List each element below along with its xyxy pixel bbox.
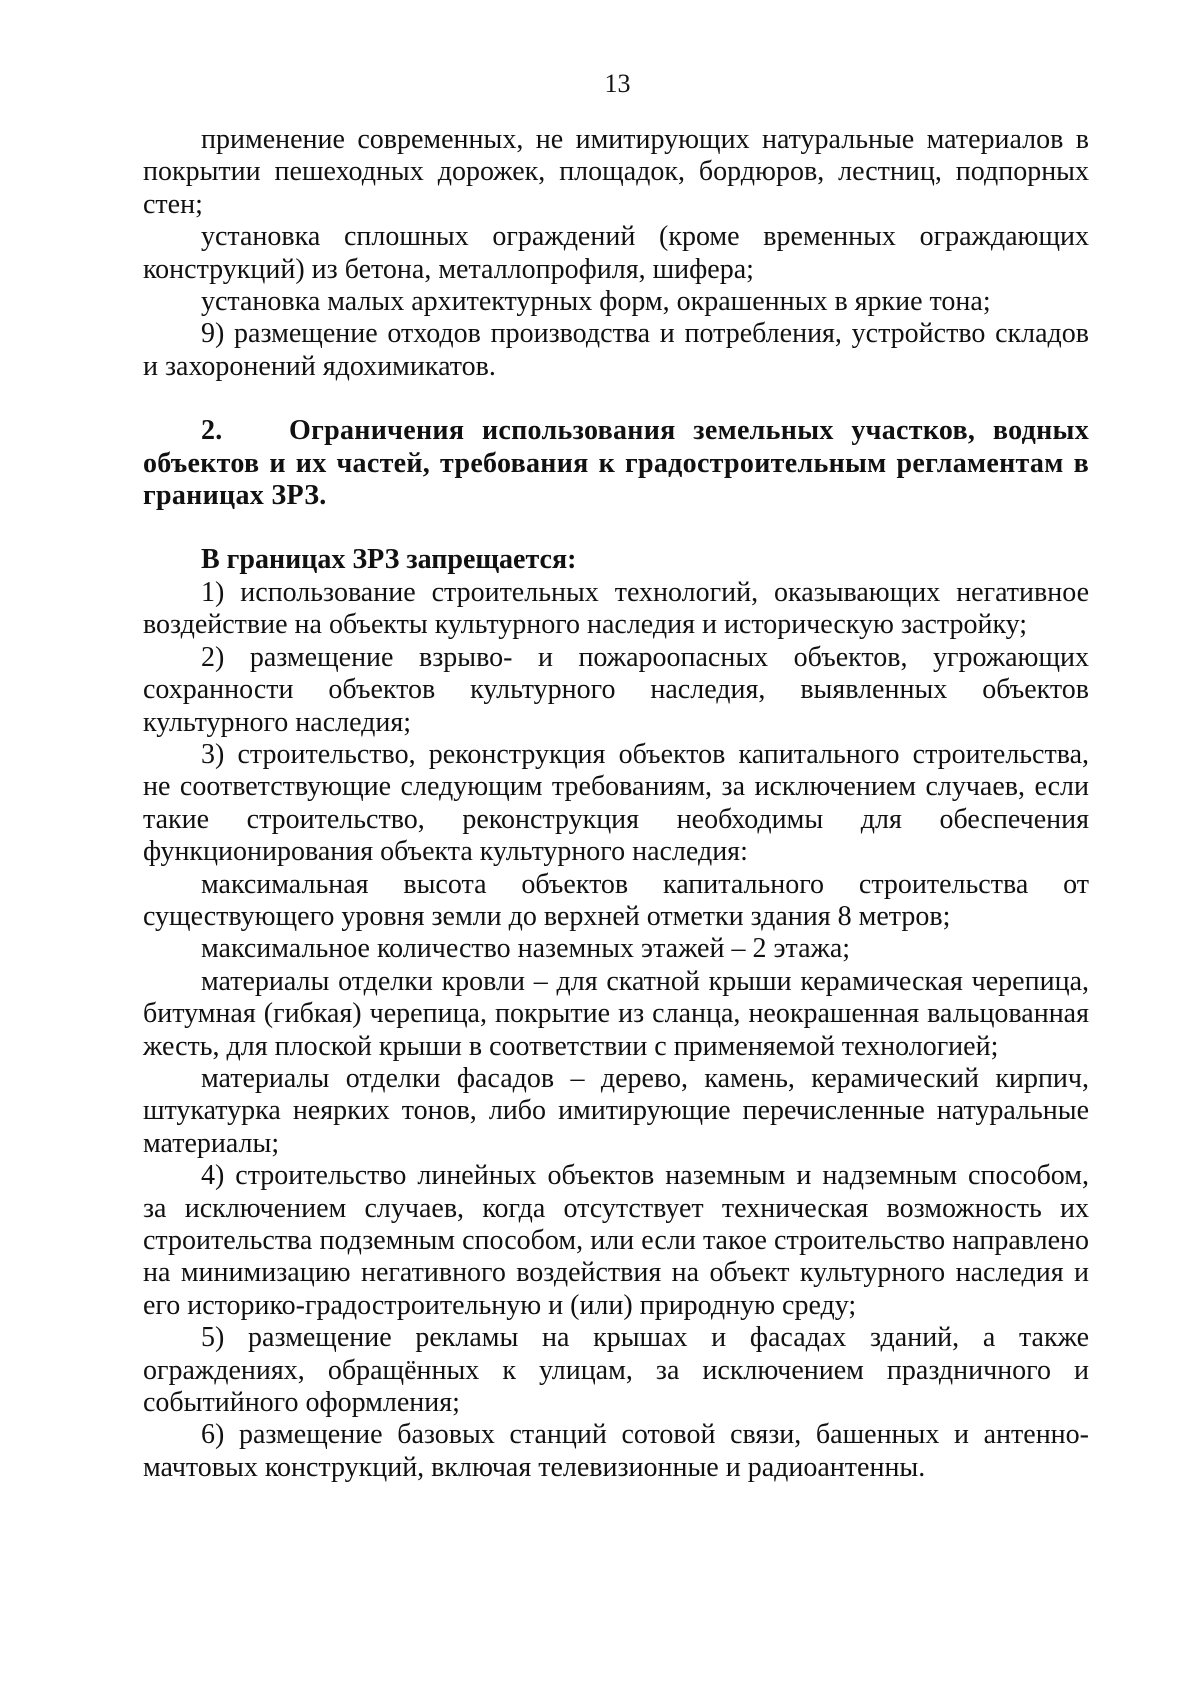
list-item: 2) размещение взрыво- и пожароопасных объектов, угрожающих сохранности объектов культурного наследия, выявленных объектов культурного наследия; [143,641,1089,738]
list-item: 3) строительство, реконструкция объектов капитального строительства, не соответствующие следующим требованиям, за исключением случаев, если такие строительство, реконструкция необходимы для обеспечения функционирования объекта культурного наследия: [143,738,1089,868]
list-item: 1) использование строительных технологий, оказывающих негативное воздействие на объекты культурного наследия и историческую застройку; [143,576,1089,641]
page-number: 13 [604,69,631,98]
list-item: материалы отделки фасадов – дерево, камень, керамический кирпич, штукатурка неярких тонов, либо имитирующие перечисленные натуральные материалы; [143,1062,1089,1159]
intro-paragraph: установка сплошных ограждений (кроме временных ограждающих конструкций) из бетона, металлопрофиля, шифера; [143,221,1089,285]
section-number: 2. [201,415,223,447]
list-item: максимальное количество наземных этажей – 2 этажа; [201,933,851,965]
intro-paragraph: установка малых архитектурных форм, окрашенных в яркие тона; [201,286,991,318]
section-subheading: В границах ЗРЗ запрещается: [201,544,577,576]
list-item: максимальная высота объектов капитального строительства от существующего уровня земли до верхней отметки здания 8 метров; [143,868,1089,932]
list-item: 6) размещение базовых станций сотовой связи, башенных и антенно-мачтовых конструкций, включая телевизионные и радиоантенны. [143,1419,1089,1483]
spacer [143,383,1089,415]
list-item: материалы отделки кровли – для скатной крыши керамическая черепица, битумная (гибкая) черепица, покрытие из сланца, неокрашенная вальцованная жесть, для плоской крыши в соответствии с применяемой технологией; [143,965,1089,1062]
document-body [143,124,1089,1484]
spacer [143,512,1089,544]
intro-paragraph: 9) размещение отходов производства и потребления, устройство складов и захоронений ядохимикатов. [143,318,1089,382]
list-item: 5) размещение рекламы на крышах и фасадах зданий, а также ограждениях, обращённых к улицам, за исключением праздничного и событийного оформления; [143,1322,1089,1419]
section-heading [143,415,1089,512]
list-item: 4) строительство линейных объектов наземным и надземным способом, за исключением случаев, когда отсутствует техническая возможность их строительства подземным способом, или если такое строительство направлено на минимизацию негативного воздействия на объект культурного наследия и его историко-градостроительную и (или) природную среду; [143,1160,1089,1321]
section-title: Ограничения использования земельных участков, водных объектов и их частей, требования к градостроительным регламентам в границах ЗРЗ. [143,415,1089,512]
intro-paragraph: применение современных, не имитирующих натуральные материалов в покрытии пешеходных дорожек, площадок, бордюров, лестниц, подпорных стен; [143,124,1089,220]
